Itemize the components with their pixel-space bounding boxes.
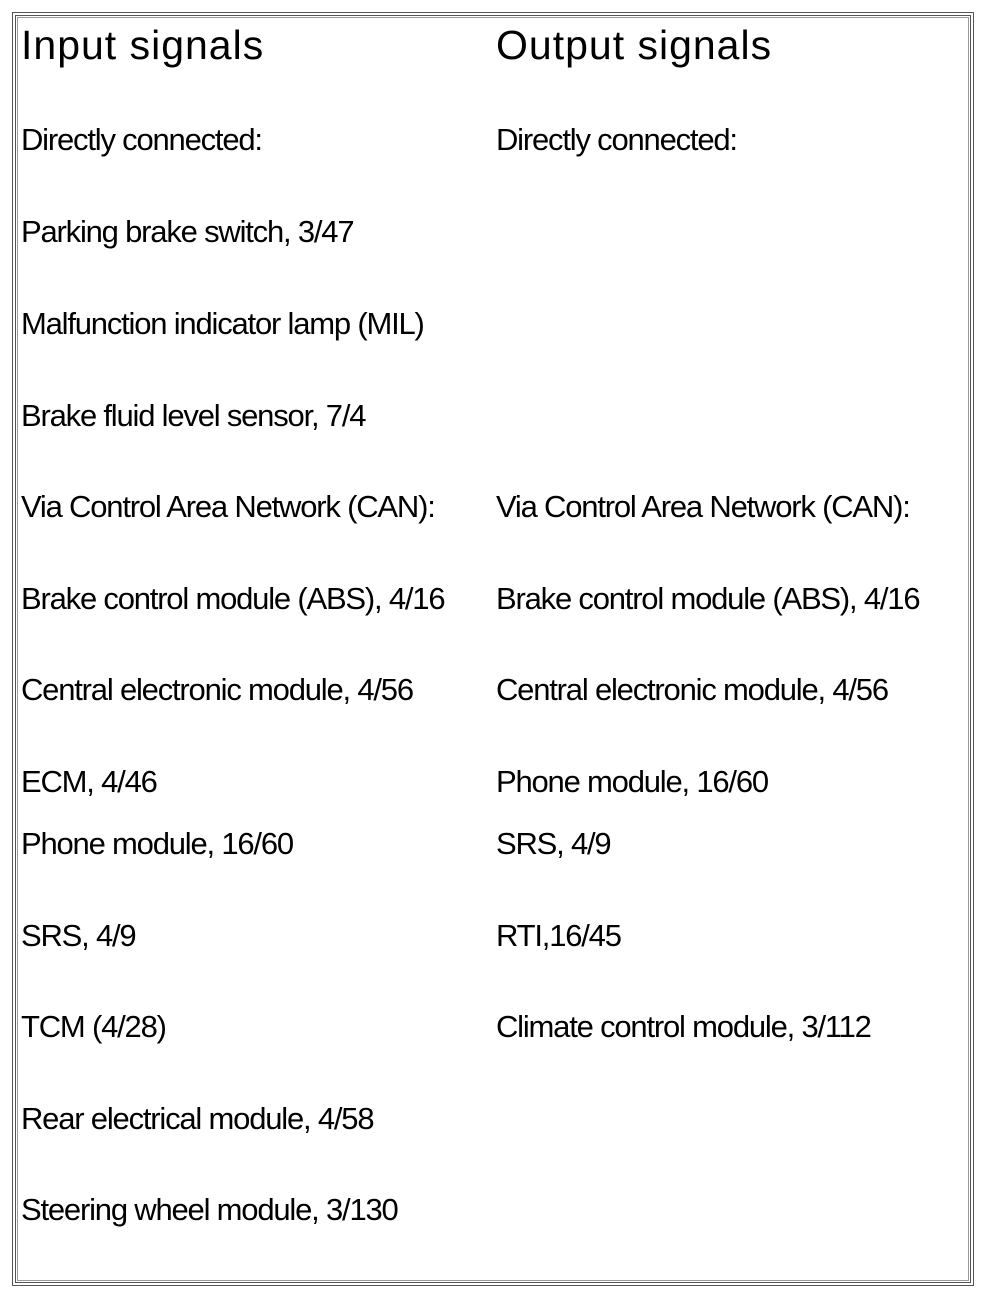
table-border bbox=[12, 12, 974, 1286]
input-signal-item: Central electronic module, 4/56 bbox=[21, 672, 413, 707]
output-signals-header: Output signals bbox=[496, 22, 773, 68]
output-signal-item: SRS, 4/9 bbox=[496, 826, 611, 861]
input-signal-item: Steering wheel module, 3/130 bbox=[21, 1192, 398, 1227]
input-signal-item: Parking brake switch, 3/47 bbox=[21, 214, 354, 249]
input-signal-item: Malfunction indicator lamp (MIL) bbox=[21, 306, 424, 341]
output-signal-item: Climate control module, 3/112 bbox=[496, 1009, 871, 1044]
input-signal-item: ECM, 4/46 bbox=[21, 764, 157, 799]
input-signal-item: Via Control Area Network (CAN): bbox=[21, 489, 435, 524]
input-signals-header: Input signals bbox=[21, 22, 265, 68]
output-signal-item: RTI,16/45 bbox=[496, 918, 621, 953]
input-signal-item: Rear electrical module, 4/58 bbox=[21, 1101, 374, 1136]
output-signal-item: Central electronic module, 4/56 bbox=[496, 672, 888, 707]
output-signal-item: Brake control module (ABS), 4/16 bbox=[496, 581, 920, 616]
input-signal-item: Directly connected: bbox=[21, 122, 262, 157]
output-signal-item: Directly connected: bbox=[496, 122, 737, 157]
input-signal-item: SRS, 4/9 bbox=[21, 918, 136, 953]
input-signal-item: Phone module, 16/60 bbox=[21, 826, 293, 861]
input-signal-item: Brake fluid level sensor, 7/4 bbox=[21, 398, 366, 433]
output-signal-item: Phone module, 16/60 bbox=[496, 764, 768, 799]
input-signal-item: Brake control module (ABS), 4/16 bbox=[21, 581, 445, 616]
output-signal-item: Via Control Area Network (CAN): bbox=[496, 489, 910, 524]
input-signal-item: TCM (4/28) bbox=[21, 1009, 166, 1044]
